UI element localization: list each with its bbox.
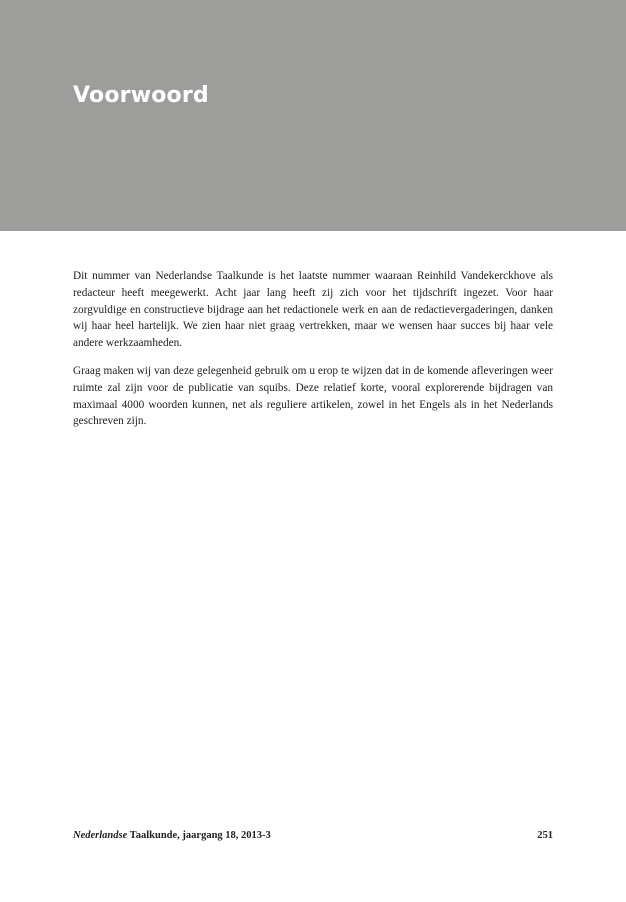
header-band <box>0 0 626 231</box>
journal-name-italic: Nederlandse <box>73 830 128 841</box>
journal-issue: Taalkunde, jaargang 18, 2013-3 <box>127 830 271 841</box>
page-footer <box>73 829 553 843</box>
page-number: 251 <box>537 830 553 841</box>
body-text <box>73 268 553 441</box>
paragraph-2: Graag maken wij van deze gelegenheid gebruik om u erop te wijzen dat in de komende afleveringen weer ruimte zal zijn voor de publicatie van squibs. Deze relatief korte, vooral explorerende bijdragen van maximaal 4000 woorden kunnen, net als reguliere artikelen, zowel in het Engels als in het Nederlands geschreven zijn. <box>73 364 553 428</box>
page-title: Voorwoord <box>73 83 209 108</box>
footer-journal <box>73 830 271 841</box>
paragraph-1: Dit nummer van Nederlandse Taalkunde is het laatste nummer waaraan Reinhild Vandekerckhove als redacteur heeft meegewerkt. Acht jaar lang heeft zij zich voor het tijdschrift ingezet. Voor haar zorgvuldige en constructieve bijdrage aan het redactionele werk en aan de redactievergaderingen, danken wij haar heel hartelijk. We zien haar niet graag vertrekken, maar we wensen haar succes bij haar vele andere werkzaamheden. <box>73 270 553 350</box>
